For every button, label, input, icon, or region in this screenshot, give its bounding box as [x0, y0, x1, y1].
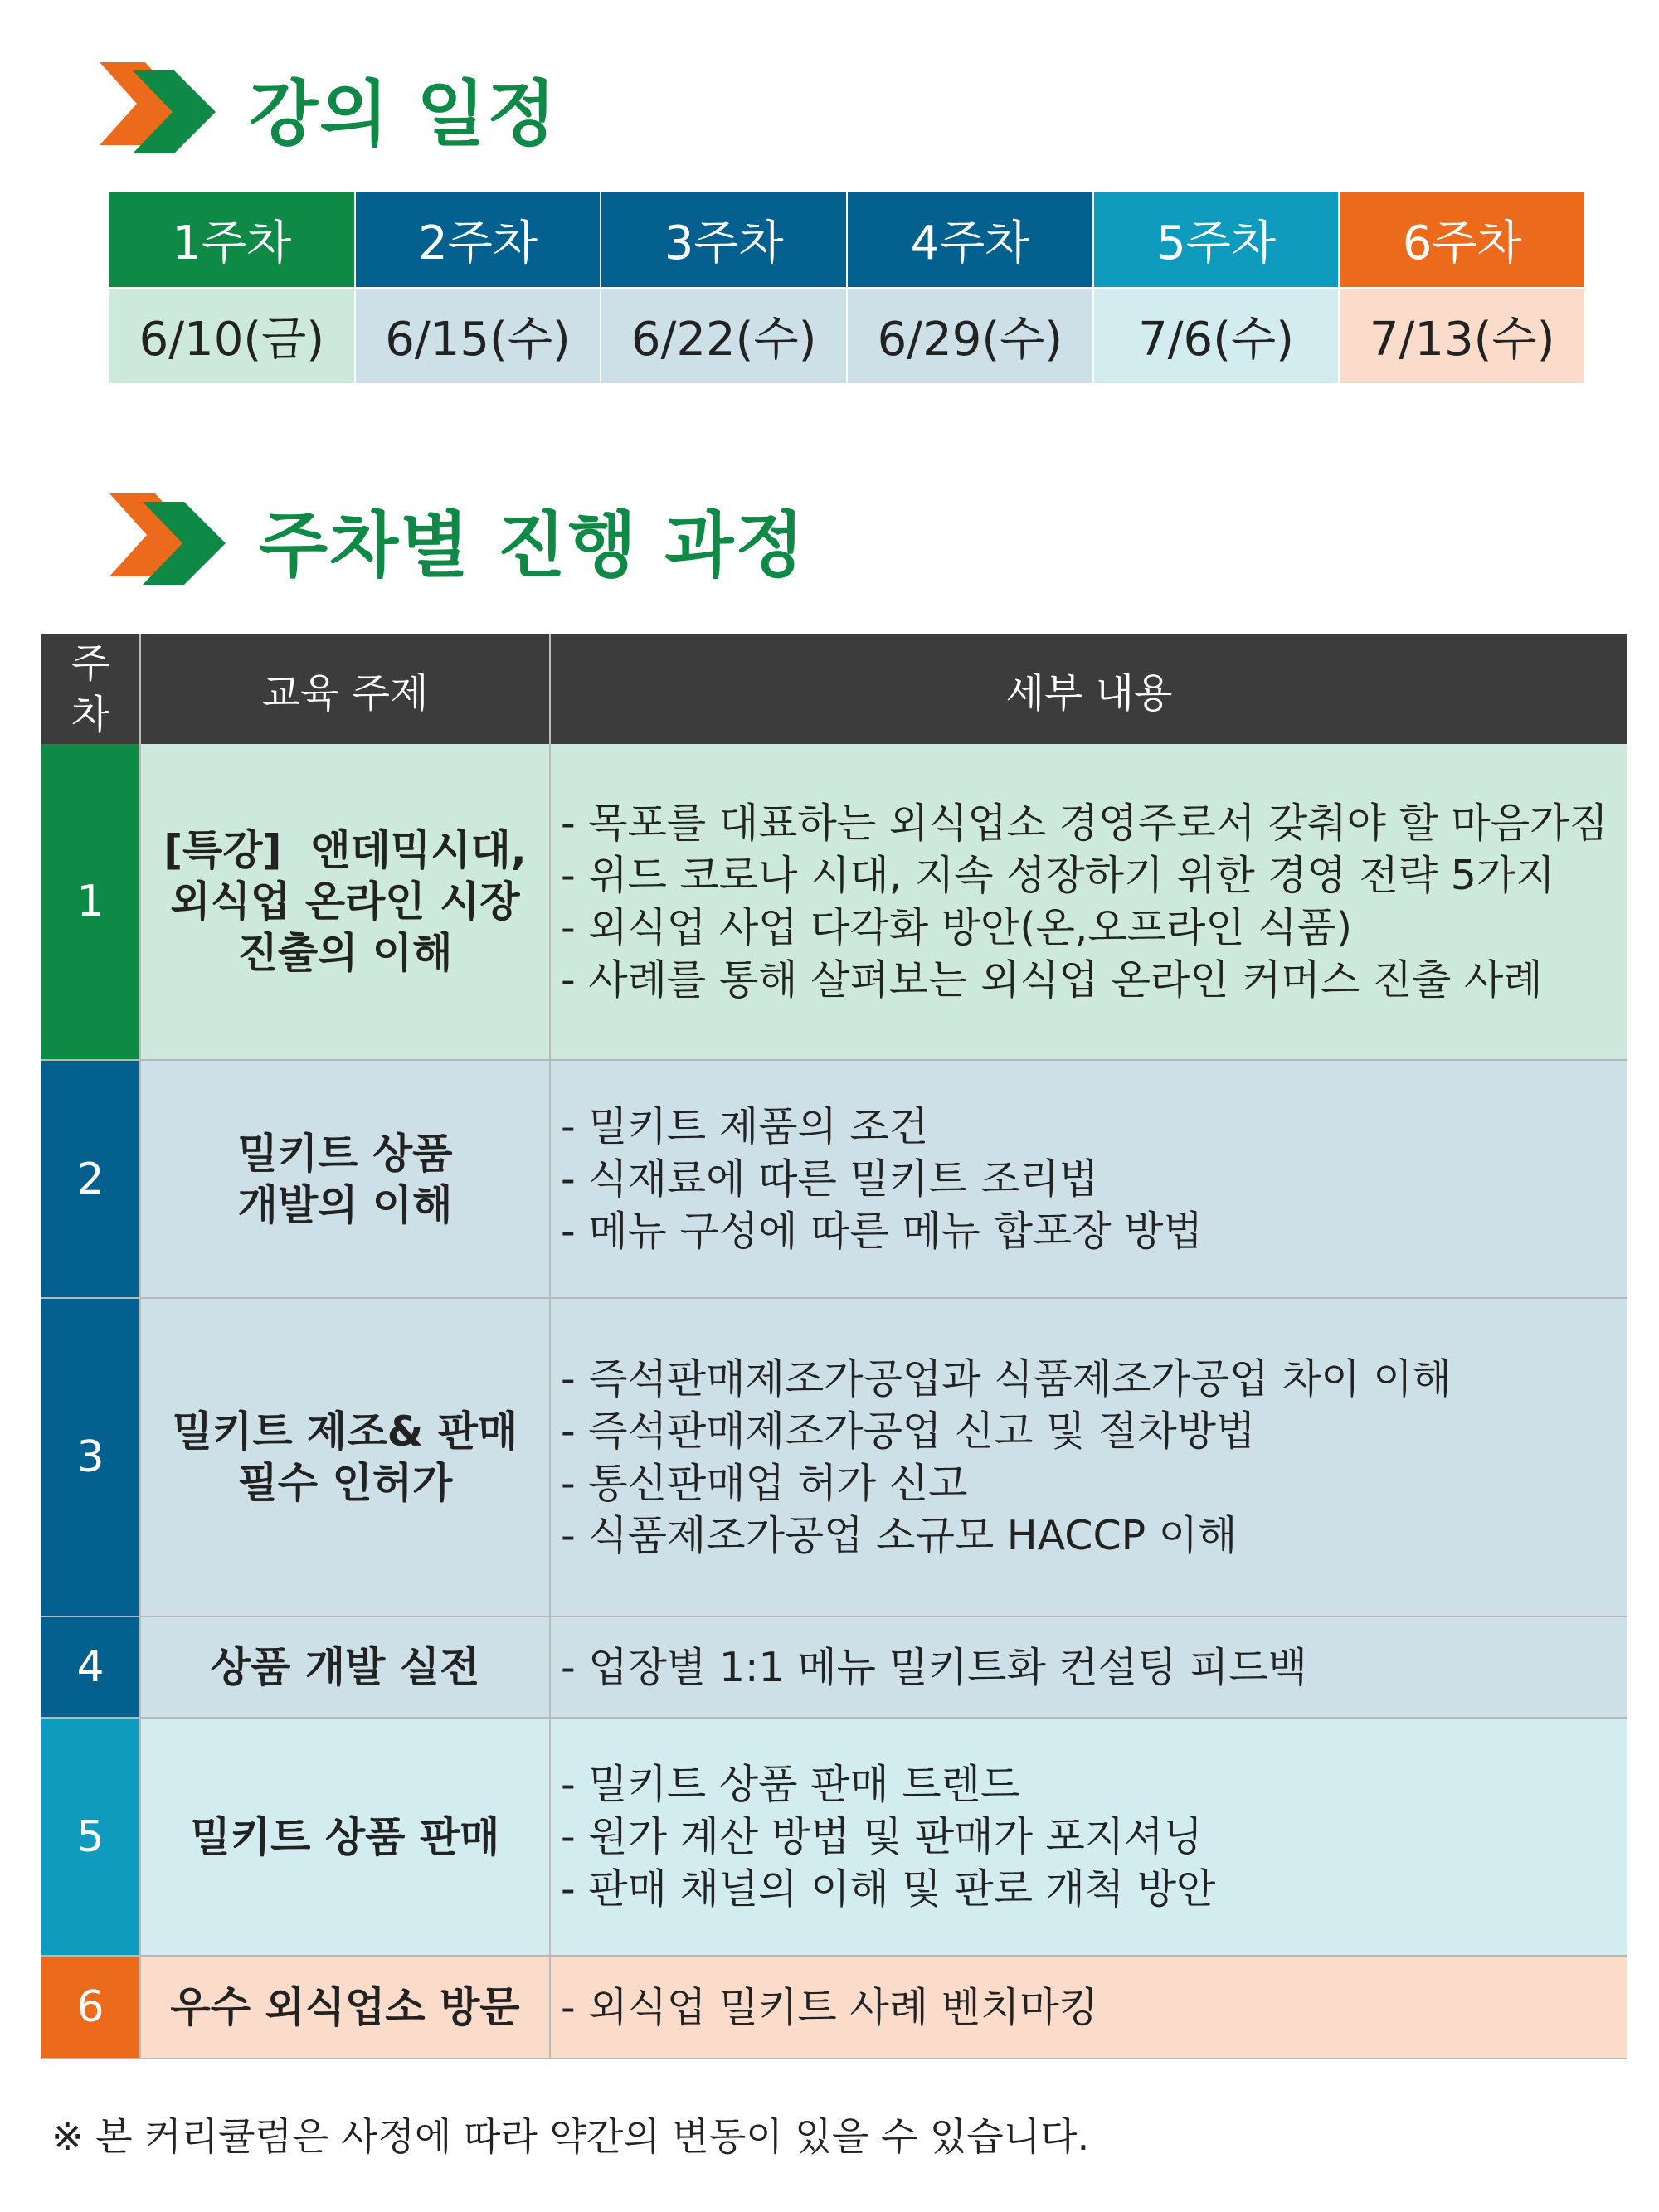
detail-item: - 밀키트 제품의 조건 [561, 1103, 929, 1150]
schedule-week-cell: 2주차 [356, 192, 601, 287]
double-chevron-icon [109, 493, 234, 585]
topic-line: 우수 외식업소 방문 [170, 1983, 520, 2031]
detail-item: - 밀키트 상품 판매 트렌드 [561, 1761, 1020, 1808]
table-row [41, 1617, 1627, 1719]
curriculum-table [41, 634, 1627, 2059]
schedule-table [109, 192, 1584, 385]
topic-line: 진출의 이해 [237, 929, 453, 977]
schedule-date-cell: 7/13(수) [1340, 289, 1584, 383]
topic-line: 필수 인허가 [237, 1459, 453, 1507]
schedule-date-cell: 6/29(수) [848, 289, 1092, 383]
week-number: 3 [41, 1299, 139, 1616]
detail-item: - 위드 코로나 시대, 지속 성장하기 위한 경영 전략 5가지 [561, 852, 1555, 899]
page-title: 강의 일정 [249, 73, 558, 156]
week-number: 4 [41, 1617, 139, 1717]
footnote: ※ 본 커리큘럼은 사정에 따라 약간의 변동이 있을 수 있습니다. [51, 2114, 1090, 2159]
detail-item: - 식품제조가공업 소규모 HACCP 이해 [561, 1512, 1238, 1559]
detail-item: - 업장별 1:1 메뉴 밀키트화 컨설팅 피드백 [561, 1643, 1308, 1691]
table-row [41, 744, 1627, 1061]
detail-cell [549, 1957, 1627, 2058]
topic-line: 밀키트 상품 판매 [190, 1812, 500, 1861]
topic-line: 외식업 온라인 시장 [170, 878, 520, 926]
schedule-date-row [109, 289, 1584, 383]
table-row [41, 1957, 1627, 2059]
schedule-date-cell: 7/6(수) [1094, 289, 1339, 383]
schedule-week-cell: 1주차 [109, 192, 354, 287]
double-chevron-icon [100, 62, 224, 153]
detail-item: - 사례를 통해 살펴보는 외식업 온라인 커머스 진출 사례 [561, 956, 1543, 1004]
detail-item: - 외식업 사업 다각화 방안(온,오프라인 식품) [561, 904, 1353, 951]
detail-cell [549, 1617, 1627, 1717]
topic-cell [139, 1299, 549, 1616]
detail-item: - 목포를 대표하는 외식업소 경영주로서 갖춰야 할 마음가짐 [561, 800, 1608, 847]
header-week-line2: 차 [71, 692, 110, 738]
topic-line: 상품 개발 실전 [210, 1643, 480, 1691]
detail-cell [549, 1719, 1627, 1955]
week-number: 1 [41, 744, 139, 1059]
section-title-schedule [100, 54, 557, 162]
week-number: 2 [41, 1061, 139, 1297]
topic-line: 밀키트 상품 [237, 1129, 453, 1178]
topic-line: 개발의 이해 [237, 1180, 453, 1229]
schedule-date-cell: 6/22(수) [601, 289, 846, 383]
detail-cell [549, 1061, 1627, 1297]
section-title-curriculum [109, 485, 805, 593]
detail-item: - 즉석판매제조가공업 신고 및 절차방법 [561, 1407, 1256, 1455]
table-row [41, 1719, 1627, 1957]
header-topic: 교육 주제 [139, 634, 549, 744]
detail-item: - 메뉴 구성에 따른 메뉴 합포장 방법 [561, 1208, 1203, 1255]
schedule-week-cell: 6주차 [1340, 192, 1584, 287]
header-week [41, 634, 139, 744]
header-detail: 세부 내용 [549, 634, 1627, 744]
topic-cell [139, 744, 549, 1059]
topic-cell [139, 1719, 549, 1955]
schedule-date-cell: 6/10(금) [109, 289, 354, 383]
detail-item: - 통신판매업 허가 신고 [561, 1460, 968, 1507]
schedule-week-row [109, 192, 1584, 287]
detail-cell [549, 1299, 1627, 1616]
detail-item: - 판매 채널의 이해 및 판로 개척 방안 [561, 1865, 1216, 1913]
detail-item: - 외식업 밀키트 사례 벤치마킹 [561, 1983, 1098, 2031]
detail-cell [549, 744, 1627, 1059]
schedule-date-cell: 6/15(수) [356, 289, 601, 383]
table-body [41, 744, 1627, 2059]
schedule-week-cell: 5주차 [1094, 192, 1339, 287]
section-heading: 주차별 진행 과정 [259, 504, 806, 587]
table-header [41, 634, 1627, 744]
topic-cell [139, 1061, 549, 1297]
week-number: 6 [41, 1957, 139, 2058]
topic-line: 밀키트 제조& 판매 [172, 1407, 518, 1456]
detail-item: - 원가 계산 방법 및 판매가 포지셔닝 [561, 1813, 1203, 1860]
detail-item: - 식재료에 따른 밀키트 조리법 [561, 1155, 1098, 1203]
table-row [41, 1061, 1627, 1299]
topic-cell [139, 1617, 549, 1717]
detail-item: - 즉석판매제조가공업과 식품제조가공업 차이 이해 [561, 1355, 1452, 1403]
week-number: 5 [41, 1719, 139, 1955]
header-week-line1: 주 [71, 640, 110, 687]
topic-line: [특강] 앤데믹시대, [163, 826, 527, 874]
schedule-week-cell: 4주차 [848, 192, 1092, 287]
topic-cell [139, 1957, 549, 2058]
table-row [41, 1299, 1627, 1617]
schedule-week-cell: 3주차 [601, 192, 846, 287]
